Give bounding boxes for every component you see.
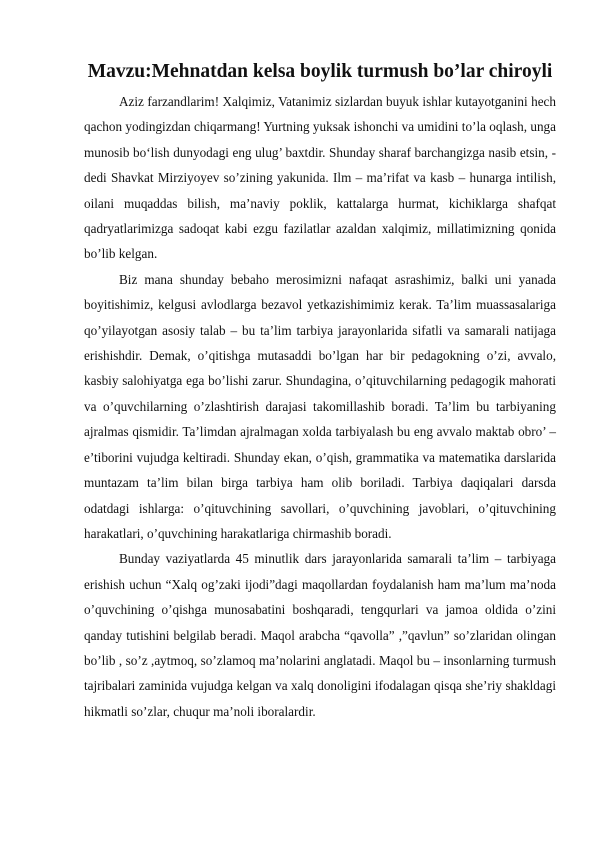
paragraph-2: Biz mana shunday bebaho merosimizni nafaqat asrashimiz, balki uni yanada boyitishimiz, kelgusi avlodlarga bezavol yetkazishimimiz kerak. Ta’lim muassasalariga qo’yilayotgan asosiy talab – bu ta’lim tarbiya jarayonlarida sifatli va samarali natijaga erishishdir. Demak, o’qitishga mutasaddi bo’lgan har bir pedagokning o’zi, avvalo, kasbiy salohiyatga ega bo’lishi zarur. Shundagina, o’qituvchilarning pedagogik mahorati va o’quvchilarning o’zlashtirish darajasi takomillashib boradi. Ta’lim bu tarbiyaning ajralmas qismidir. Ta’limdan ajralmagan xolda tarbiyalash bu eng avvalo maktab obro’ – e’tiborini vujudga keltiradi. Shunday ekan, o’qish, grammatika va matematika darslarida muntazam ta’lim bilan birga tarbiya ham olib boriladi. Tarbiya daqiqalari darsda odatdagi ishlarga: o’qituvchining savollari, o’quvchining javoblari, o’qituvchining harakatlari, o’quvchining harakatlariga chirmashib boradi. bbox=[84, 271, 556, 541]
document-page bbox=[84, 56, 556, 724]
paragraph-3: Bunday vaziyatlarda 45 minutlik dars jarayonlarida samarali ta’lim – tarbiyaga erishish uchun “Xalq og’zaki ijodi”dagi maqollardan foydalanish ham ma’lum ma’noda o’quvchining o’qishga munosabatini boshqaradi, tengqurlari va jamoa oldida o’zini qanday tutishini belgilab beradi. Maqol arabcha “qavolla” ,”qavlun” so’zlaridan olingan bo’lib , so’z ,aytmoq, so’zlamoq ma’nolarini anglatadi. Maqol bu – insonlarning turmush tajribalari zaminida vujudga kelgan va xalq donoligini ifodalagan qisqa she’riy shakldagi hikmatli so’zlar, chuqur ma’noli iboralardir. bbox=[84, 551, 556, 719]
document-title: Mavzu:Mehnatdan kelsa boylik turmush bo’lar chiroyli bbox=[87, 61, 553, 82]
paragraph-1: Aziz farzandlarim! Xalqimiz, Vatanimiz sizlardan buyuk ishlar kutayotganini hech qachon yodingizdan chiqarmang! Yurtning yuksak ishonchi va umidini to’la oqlash, unga munosib bo‘lish dunyodagi eng ulug’ baxtdir. Shunday sharaf barchangizga nasib etsin, - dedi Shavkat Mirziyoyev so’zining yakunida. Ilm – ma’rifat va kasb – hunarga intilish, oilani muqaddas bilish, ma’naviy poklik, kattalarga hurmat, kichiklarga shafqat qadryatlarimizga sadoqat kabi ezgu fazilatlar azaldan xalqimiz, millatimizning qonida bo’lib kelgan. bbox=[84, 94, 556, 262]
